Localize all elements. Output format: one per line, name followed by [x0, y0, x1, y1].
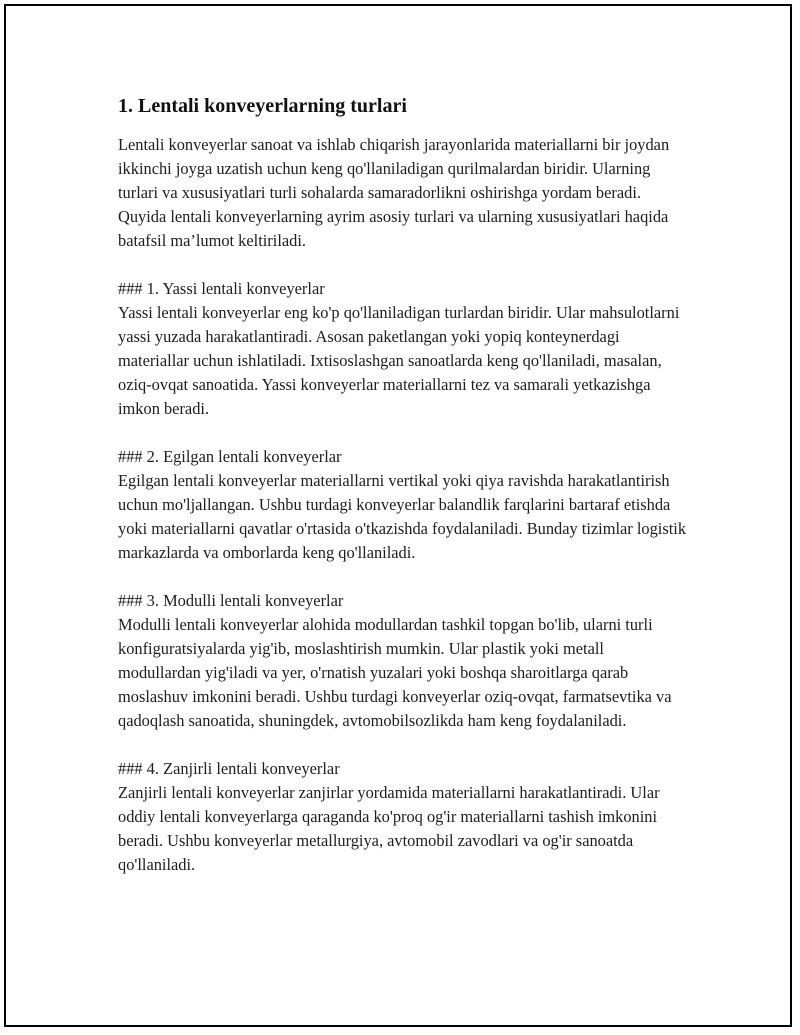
section-heading: ### 1. Yassi lentali konveyerlar	[118, 279, 325, 298]
section-body: Yassi lentali konveyerlar eng ko'p qo'llaniladigan turlardan biridir. Ular mahsulotlarni yassi yuzada harakatlantiradi. Asosan paketlangan yoki yopiq konteynerdagi materiallar uchun ishlatiladi. Ixtisoslashgan sanoatlarda keng qo'llaniladi, masalan, oziq-ovqat sanoatida. Yassi konveyerlar materiallarni tez va samarali yetkazishga imkon beradi.	[118, 303, 680, 418]
section-body: Zanjirli lentali konveyerlar zanjirlar yordamida materiallarni harakatlantiradi. Ular oddiy lentali konveyerlarga qaraganda ko'proq og'ir materiallarni tashish imkonini beradi. Ushbu konveyerlar metallurgiya, avtomobil zavodlari va og'ir sanoatda qo'llaniladi.	[118, 783, 660, 874]
section-body: Egilgan lentali konveyerlar materiallarni vertikal yoki qiya ravishda harakatlantirish uchun mo'ljallangan. Ushbu turdagi konveyerlar balandlik farqlarini bartaraf etishda yoki materiallarni qavatlar o'rtasida o'tkazishda foydalaniladi. Bunday tizimlar logistik markazlarda va omborlarda keng qo'llaniladi.	[118, 471, 687, 562]
section-modular-conveyors	[118, 589, 688, 733]
document-title: 1. Lentali konveyerlarning turlari	[118, 95, 407, 117]
section-inclined-conveyors	[118, 445, 688, 565]
section-body: Modulli lentali konveyerlar alohida modullardan tashkil topgan bo'lib, ularni turli konfiguratsiyalarda yig'ib, moslashtirish mumkin. Ular plastik yoki metall modullardan yig'iladi va yer, o'rnatish yuzalari yoki boshqa sharoitlarga qarab moslashuv imkonini beradi. Ushbu turdagi konveyerlar oziq-ovqat, farmatsevtika va qadoqlash sanoatida, shuningdek, avtomobilsozlikda ham keng foydalaniladi.	[118, 615, 672, 730]
intro-paragraph: Lentali konveyerlar sanoat va ishlab chiqarish jarayonlarida materiallarni bir joydan ikkinchi joyga uzatish uchun keng qo'llaniladigan qurilmalardan biridir. Ularning turlari va xususiyatlari turli sohalarda samaradorlikni oshirishga yordam beradi. Quyida lentali konveyerlarning ayrim asosiy turlari va ularning xususiyatlari haqida batafsil ma’lumot keltiriladi.	[118, 135, 670, 250]
section-heading: ### 3. Modulli lentali konveyerlar	[118, 591, 344, 610]
section-flat-conveyors	[118, 277, 688, 421]
section-heading: ### 2. Egilgan lentali konveyerlar	[118, 447, 342, 466]
document-content	[118, 92, 688, 877]
section-chain-conveyors	[118, 757, 688, 877]
section-heading: ### 4. Zanjirli lentali konveyerlar	[118, 759, 340, 778]
